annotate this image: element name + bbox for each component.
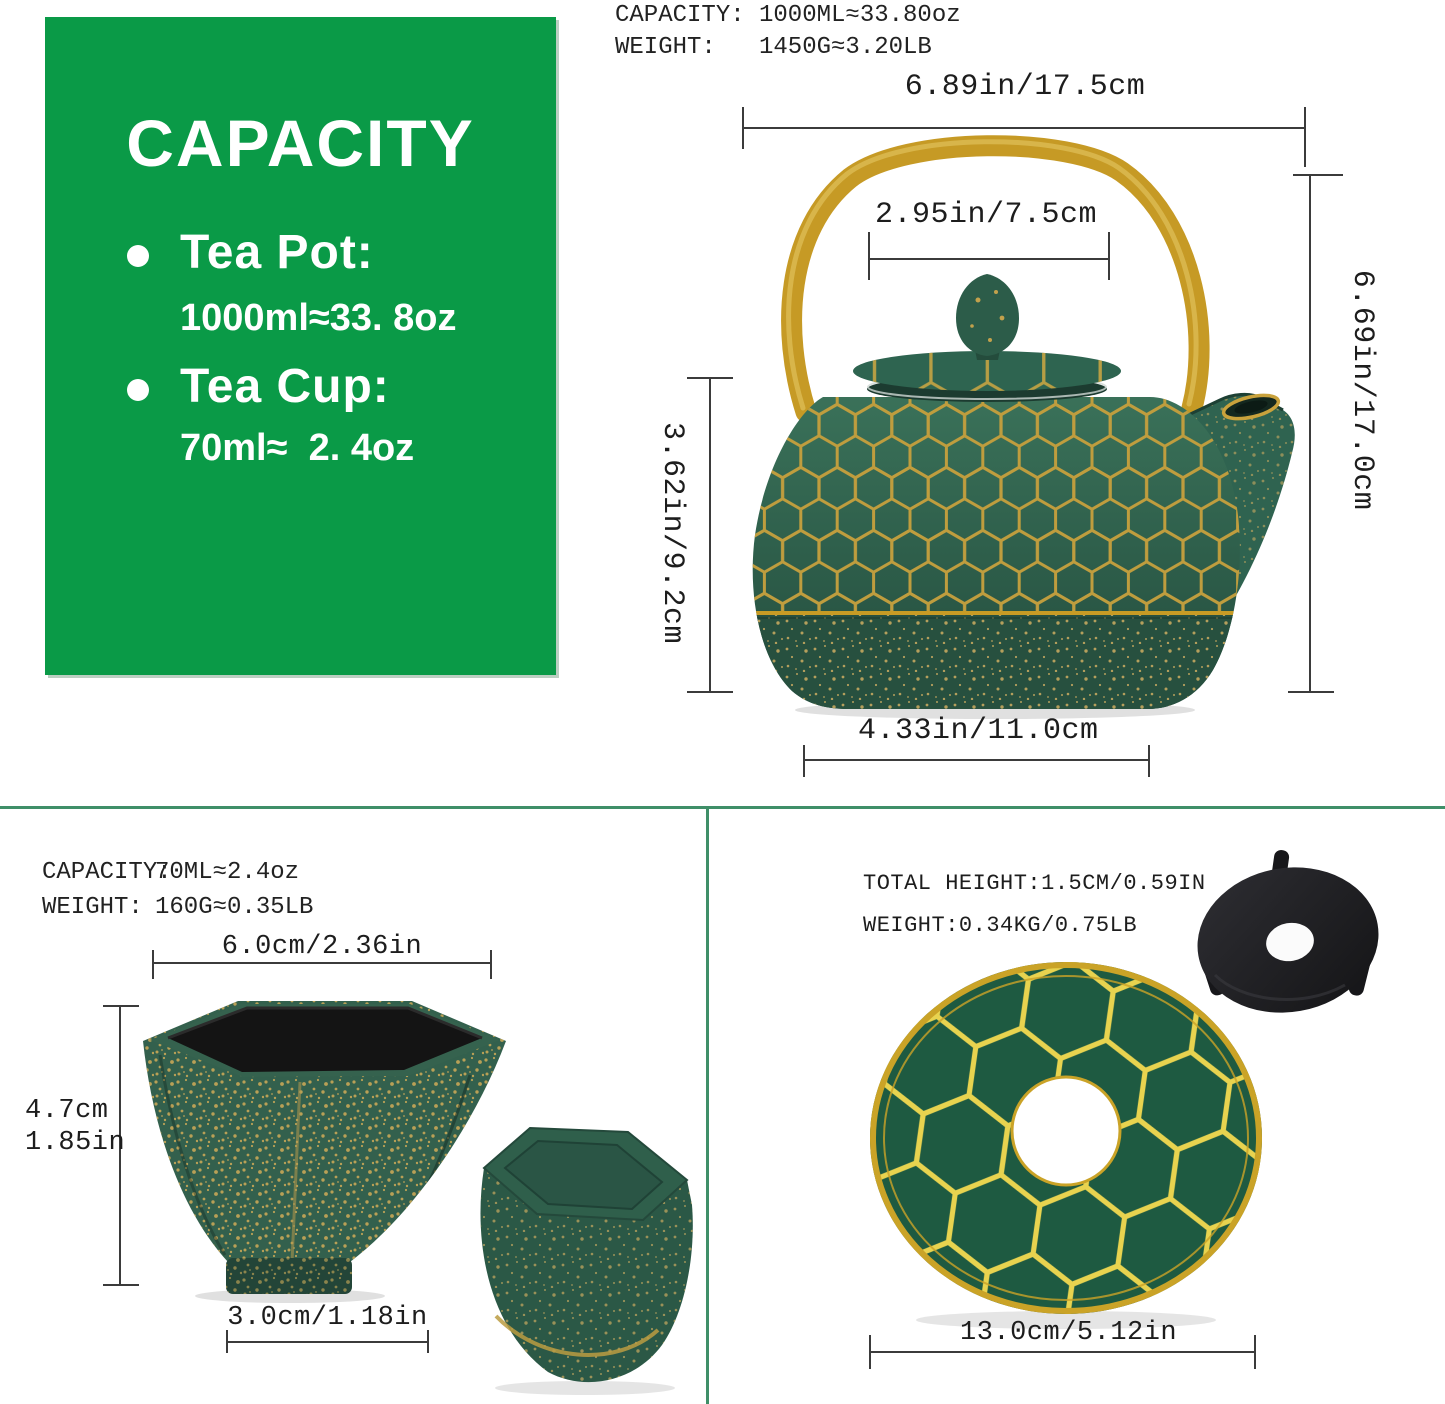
flipped-teacup-photo xyxy=(470,1120,710,1395)
trivet-spec-height: TOTAL HEIGHT:1.5CM/0.59IN xyxy=(863,871,1206,896)
teapot-width-dimension-label: 6.89in/17.5cm xyxy=(904,70,1146,104)
teapot-spec-weight-value: 1450G≈3.20LB xyxy=(759,34,932,61)
teacup-photo xyxy=(140,1000,510,1303)
capacity-panel-title: CAPACITY xyxy=(126,106,475,180)
cup-spec-weight-value: 160G≈0.35LB xyxy=(155,894,314,921)
cup-spec-weight xyxy=(42,893,313,923)
cup-spec-capacity xyxy=(42,858,299,888)
cup-base-dimension-label: 3.0cm/1.18in xyxy=(227,1303,428,1333)
trivet-spec-weight: WEIGHT:0.34KG/0.75LB xyxy=(863,913,1138,938)
cup-base-dimension-line xyxy=(227,1330,428,1353)
teapot-height-dimension-line xyxy=(1288,175,1343,692)
teapot-body-height-dimension-label: 3.62in/9.2cm xyxy=(655,421,689,645)
teapot-capacity-name: Tea Pot: xyxy=(180,226,374,279)
vertical-divider xyxy=(706,806,709,1404)
teapot-capacity-value: 1000ml≈33. 8oz xyxy=(180,297,457,339)
bullet-icon xyxy=(127,245,149,267)
trivet-width-dimension-label: 13.0cm/5.12in xyxy=(960,1318,1178,1348)
bullet-icon xyxy=(127,379,149,401)
cup-height-dimension-label-cm: 4.7cm xyxy=(25,1096,109,1126)
trivet-back-photo xyxy=(1186,849,1390,1027)
teapot-base-dimension-label: 4.33in/11.0cm xyxy=(858,714,1099,748)
teacup-capacity-name: Tea Cup: xyxy=(180,360,390,413)
teapot-base-dimension-line xyxy=(804,745,1149,777)
cup-spec-weight-label: WEIGHT: xyxy=(42,894,143,921)
teapot-spec-weight-label: WEIGHT: xyxy=(615,34,716,61)
trivet-photo xyxy=(860,955,1280,1329)
teapot-lid-dimension-label: 2.95in/7.5cm xyxy=(874,198,1098,232)
teapot-spec-capacity-label: CAPACITY: xyxy=(615,2,745,29)
teapot-spec-capacity-value: 1000ML≈33.80oz xyxy=(759,2,961,29)
horizontal-divider xyxy=(0,806,1445,809)
cup-spec-capacity-label: CAPACITY: xyxy=(42,859,172,886)
teapot-lid-dimension-line xyxy=(869,232,1109,280)
cup-height-dimension-label-in: 1.85in xyxy=(25,1128,126,1158)
teapot-spec-weight xyxy=(615,33,932,63)
teapot-body-height-dimension-line xyxy=(687,378,733,692)
teapot-spec-capacity xyxy=(615,1,961,31)
teacup-capacity-value: 70ml≈ 2. 4oz xyxy=(180,427,415,469)
capacity-panel xyxy=(45,17,556,675)
cup-top-dimension-label: 6.0cm/2.36in xyxy=(221,932,423,962)
teapot-height-dimension-label: 6.69in/17.0cm xyxy=(1345,269,1379,511)
cup-spec-capacity-value: 70ML≈2.4oz xyxy=(155,859,300,886)
